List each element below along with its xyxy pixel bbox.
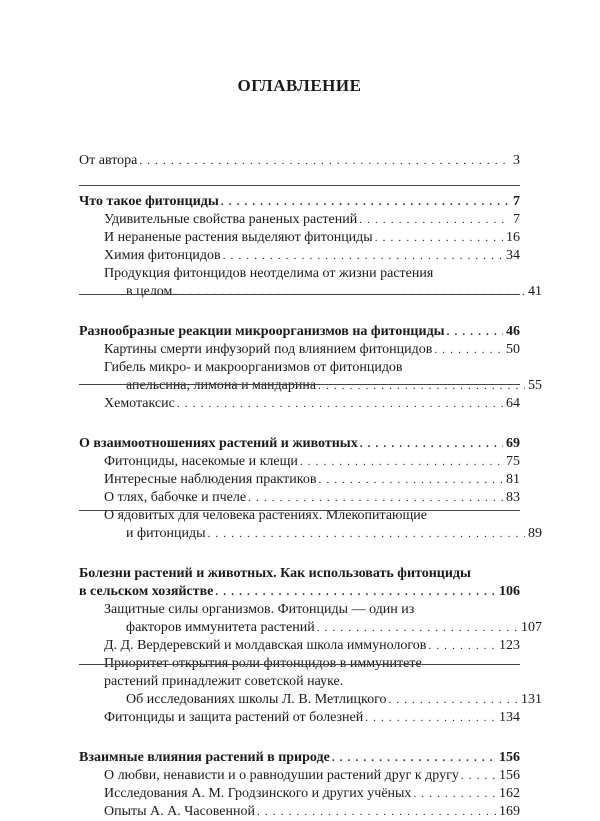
toc-entry[interactable] (79, 637, 520, 655)
toc-entry-title: И нераненые растения выделяют фитонциды (104, 230, 373, 245)
toc-entry-title: Хемотаксис (104, 396, 175, 411)
toc-entry[interactable] (79, 507, 542, 543)
dot-leader (360, 435, 503, 453)
dot-leader (300, 453, 503, 471)
toc-page-number: 7 (513, 194, 520, 209)
section-title: О взаимоотношениях растений и животных (79, 436, 358, 451)
dot-leader (332, 749, 496, 767)
toc-page-number: 156 (499, 768, 520, 783)
toc-entry[interactable] (79, 247, 520, 265)
toc-section-4[interactable] (79, 565, 520, 601)
toc-page-number: 46 (506, 324, 520, 339)
toc-page-number: 34 (506, 248, 520, 263)
section-title: Что такое фитонциды (79, 194, 219, 209)
dot-leader (359, 211, 510, 229)
dot-leader (434, 341, 503, 359)
table-of-contents (79, 152, 542, 821)
toc-entry-title: От автора (79, 153, 138, 168)
toc-entry[interactable] (79, 395, 520, 413)
dot-leader (375, 229, 503, 247)
dot-leader (461, 767, 496, 785)
dot-leader (223, 247, 503, 265)
toc-entry-title: Картины смерти инфузорий под влиянием фитонцидов (104, 342, 433, 357)
dot-leader (257, 803, 496, 821)
toc-entry-title-line2: апельсина, лимона и мандарина (126, 378, 317, 393)
dot-leader (248, 489, 503, 507)
toc-page-number: 64 (506, 396, 520, 411)
dot-leader (447, 323, 503, 341)
toc-entry[interactable] (79, 803, 520, 821)
toc-page-number: 69 (506, 436, 520, 451)
dot-leader (428, 637, 496, 655)
toc-entry-preface[interactable] (79, 152, 520, 170)
toc-page-number: 55 (528, 378, 542, 393)
section-divider (79, 185, 520, 186)
toc-page-number: 156 (499, 750, 520, 765)
toc-page-number: 131 (521, 692, 542, 707)
dot-leader (215, 583, 496, 601)
toc-entry-title-line2: растений принадлежит советской науке. (104, 674, 344, 689)
page-title: ОГЛАВЛЕНИЕ (237, 76, 362, 95)
toc-entry[interactable] (79, 785, 520, 803)
toc-page-number: 16 (506, 230, 520, 245)
toc-page-number: 41 (528, 284, 542, 299)
dot-leader (317, 619, 518, 637)
section-title: Взаимные влияния растений в природе (79, 750, 330, 765)
toc-page-number: 7 (513, 212, 520, 227)
section-divider (79, 294, 520, 295)
toc-entry-title: Удивительные свойства раненых растений (104, 212, 358, 227)
toc-entry-title: Фитонциды и защита растений от болезней (104, 710, 364, 725)
section-divider (79, 384, 520, 385)
section-divider (79, 510, 520, 511)
toc-entry[interactable] (79, 341, 520, 359)
toc-entry-title: Интересные наблюдения практиков (104, 472, 317, 487)
dot-leader (174, 283, 525, 301)
toc-page-number: 75 (506, 454, 520, 469)
dot-leader (139, 152, 510, 170)
toc-page-number: 81 (506, 472, 520, 487)
section-divider (79, 664, 520, 665)
toc-entry-title-line1: Продукция фитонцидов неотделима от жизни растения (104, 266, 434, 281)
toc-section-1[interactable] (79, 193, 520, 211)
dot-leader (318, 471, 503, 489)
toc-page-number: 162 (499, 786, 520, 801)
toc-entry[interactable] (79, 601, 542, 637)
toc-entry[interactable] (79, 453, 520, 471)
toc-page-number: 107 (521, 620, 542, 635)
toc-page-number: 134 (499, 710, 520, 725)
toc-entry-title: О любви, ненависти и о равнодушии растений друг к другу (104, 768, 459, 783)
toc-entry[interactable] (79, 709, 520, 727)
toc-page-number: 106 (499, 584, 520, 599)
dot-leader (413, 785, 496, 803)
toc-entry[interactable] (79, 489, 520, 507)
toc-entry[interactable] (79, 767, 520, 785)
toc-entry-title-line2: в целом (126, 284, 173, 299)
dot-leader (388, 691, 518, 709)
toc-page-number: 50 (506, 342, 520, 357)
toc-entry[interactable] (79, 265, 542, 301)
toc-entry-title: О тлях, бабочке и пчеле (104, 490, 247, 505)
toc-entry-title: Д. Д. Вердеревский и молдавская школа иммунологов (104, 638, 427, 653)
toc-entry-title: Исследования А. М. Гродзинского и других учёных (104, 786, 412, 801)
toc-entry-title: Химия фитонцидов (104, 248, 221, 263)
toc-page-number: 123 (499, 638, 520, 653)
toc-entry-title-line2: и фитонциды (126, 526, 206, 541)
toc-entry[interactable] (79, 211, 520, 229)
section-title-line1: Болезни растений и животных. Как использовать фитонциды (79, 566, 471, 581)
toc-page-number: 89 (528, 526, 542, 541)
toc-section-2[interactable] (79, 323, 520, 341)
dot-leader (365, 709, 496, 727)
section-title-line2: в сельском хозяйстве (79, 584, 214, 599)
dot-leader (318, 377, 525, 395)
toc-section-3[interactable] (79, 435, 520, 453)
toc-page-number: 83 (506, 490, 520, 505)
toc-entry-title-line1: О ядовитых для человека растениях. Млекопитающие (104, 508, 427, 523)
toc-page (79, 0, 542, 819)
toc-section-5[interactable] (79, 749, 520, 767)
toc-entry-title-line3: Об исследованиях школы Л. В. Метлицкого (126, 692, 387, 707)
section-title: Разнообразные реакции микроорганизмов на фитонциды (79, 324, 445, 339)
dot-leader (208, 525, 526, 543)
toc-entry-title: Опыты А. А. Часовенной (104, 804, 255, 819)
toc-entry-title: Фитонциды, насекомые и клещи (104, 454, 298, 469)
toc-entry-title-line1: Гибель микро- и макроорганизмов от фитонцидов (104, 360, 403, 375)
toc-entry-title-line1: Защитные силы организмов. Фитонциды — один из (104, 602, 415, 617)
toc-entry-title-line1: Приоритет открытия роли фитонцидов в иммунитете (104, 656, 422, 671)
dot-leader (177, 395, 503, 413)
toc-entry[interactable] (79, 229, 520, 247)
toc-entry[interactable] (79, 359, 542, 395)
dot-leader (221, 193, 510, 211)
toc-page-number: 3 (513, 153, 520, 168)
toc-page-number: 169 (499, 804, 520, 819)
toc-entry[interactable] (79, 471, 520, 489)
toc-entry-title-line2: факторов иммунитета растений (126, 620, 315, 635)
